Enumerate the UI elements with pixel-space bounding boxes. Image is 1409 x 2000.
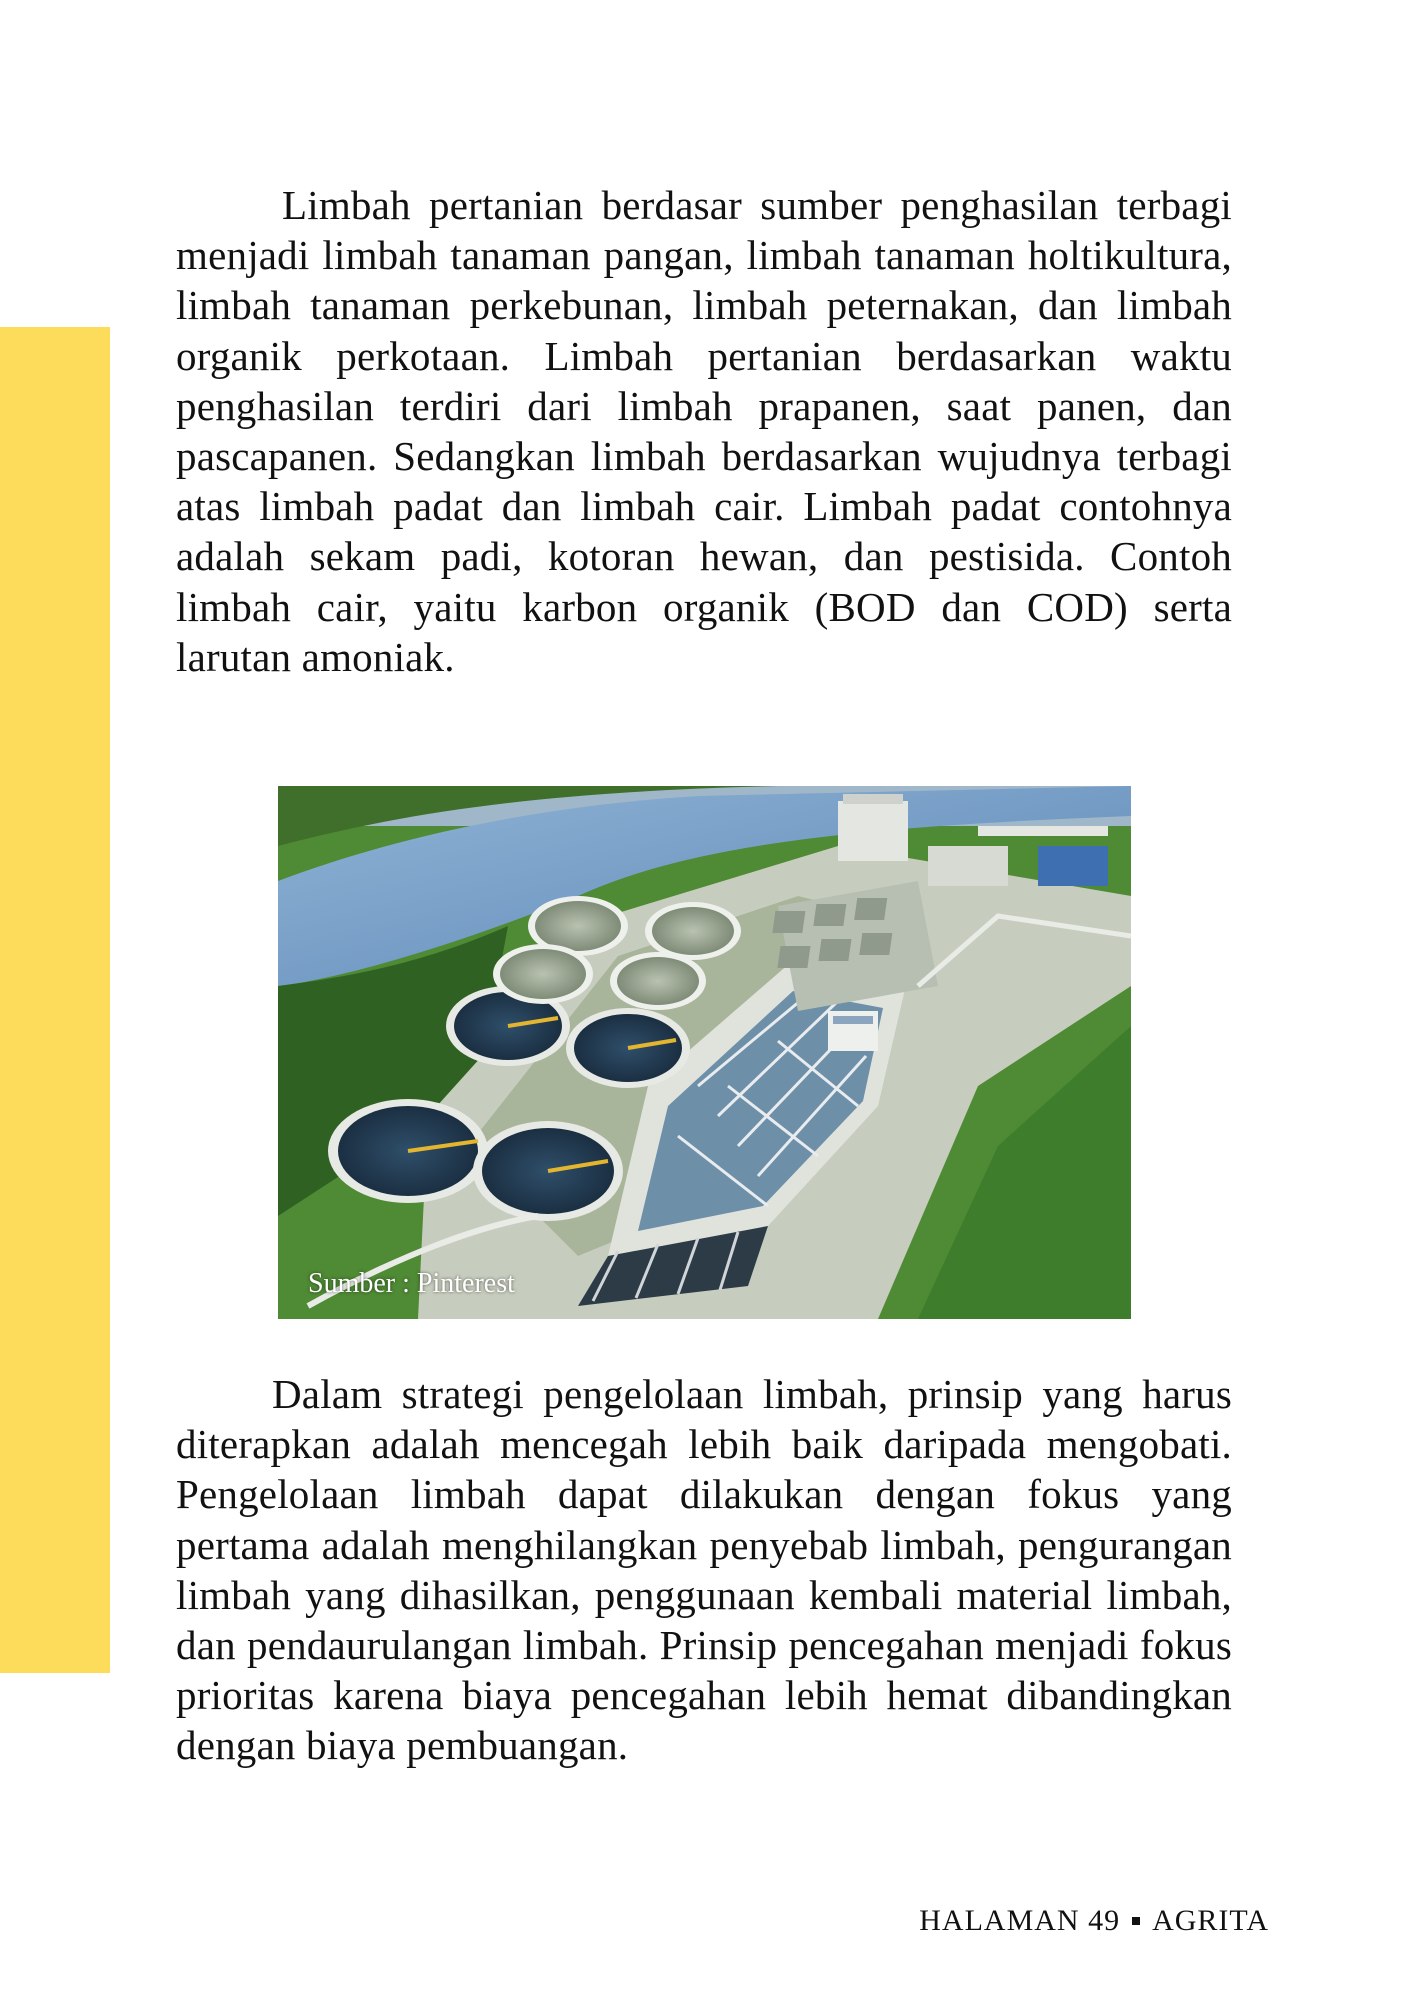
page-number-label: HALAMAN 49 [919, 1904, 1121, 1937]
accent-side-bar [0, 327, 110, 1673]
image-source-caption: Sumber : Pinterest [308, 1268, 515, 1299]
paragraph-limbah-pertanian: Limbah pertanian berdasar sumber penghasilan terbagi menjadi limbah tanaman pangan, limbah tanaman holtikultura, limbah tanaman perkebunan, limbah peternakan, dan limbah organik perkotaan. Limbah pertanian berdasarkan waktu penghasilan terdiri dari limbah prapanen, saat panen, dan pascapanen. Sedangkan limbah berdasarkan wujudnya terbagi atas limbah padat dan limbah cair. Limbah padat contohnya adalah sekam padi, kotoran hewan, dan pestisida. Contoh limbah cair, yaitu karbon organik (BOD dan COD) serta larutan amoniak. [176, 182, 1232, 680]
separator-square-icon [1132, 1917, 1140, 1925]
wastewater-treatment-plant-photo [278, 786, 1131, 1319]
paragraph-strategi-pengelolaan: Dalam strategi pengelolaan limbah, prinsip yang harus diterapkan adalah mencegah lebih baik daripada mengobati. Pengelolaan limbah dapat dilakukan dengan fokus yang pertama adalah menghilangkan penyebab limbah, pengurangan limbah yang dihasilkan, penggunaan kembali material limbah, dan pendaurulangan limbah. Prinsip pencegahan menjadi fokus prioritas karena biaya pencegahan lebih hemat dibandingkan dengan biaya pembuangan. [176, 1371, 1232, 1769]
page-footer [919, 1904, 1269, 1938]
publication-name: AGRITA [1152, 1904, 1269, 1937]
aerial-plant-illustration [278, 786, 1131, 1319]
